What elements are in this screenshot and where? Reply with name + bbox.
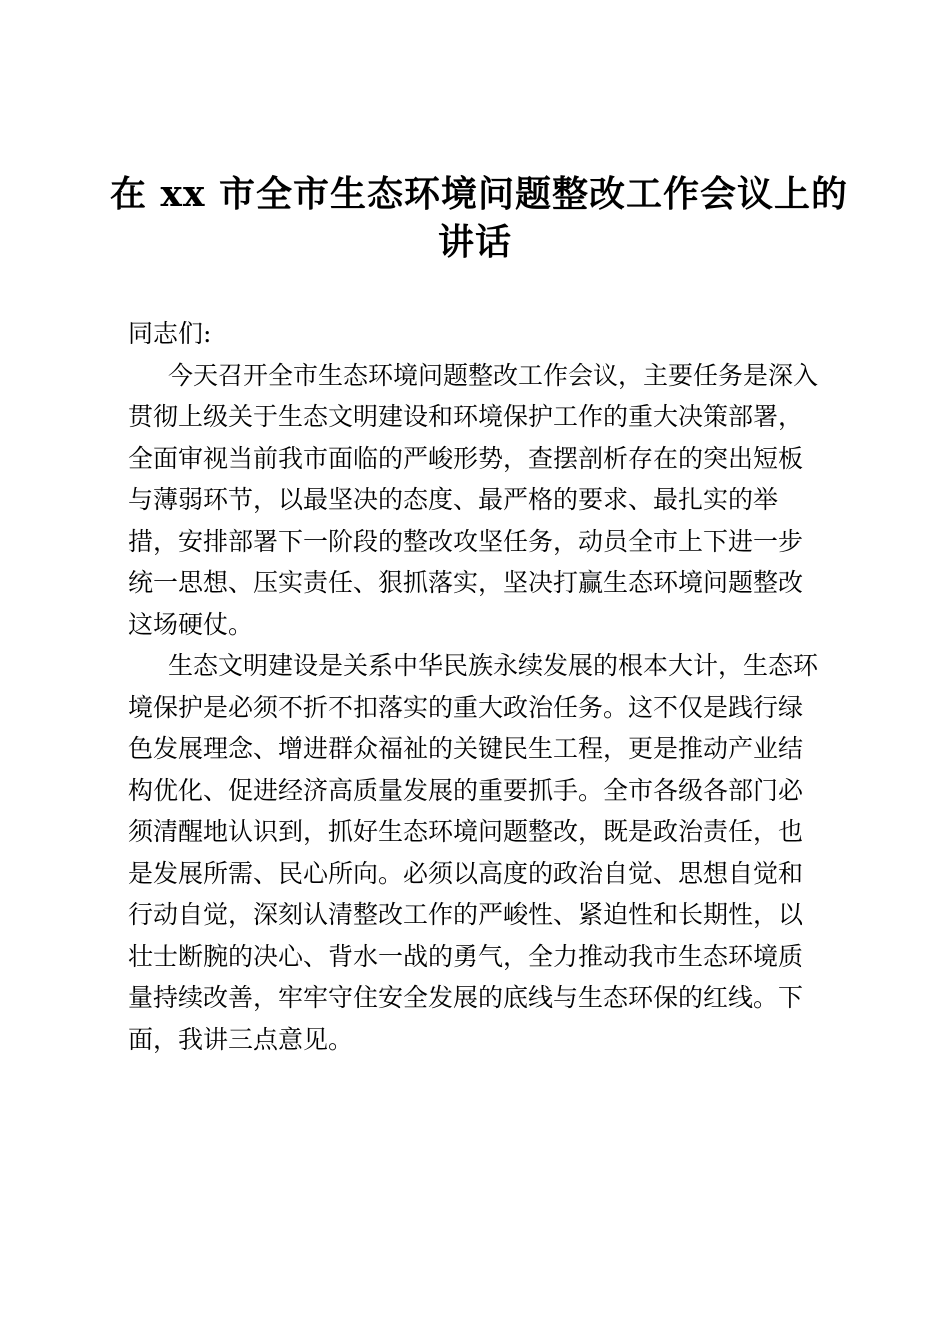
document-body [128, 313, 828, 1060]
paragraph-line: 面，我讲三点意见。 [128, 1024, 354, 1054]
title-line: 在 xx 市全市生态环境问题整改工作会议上的 [110, 173, 848, 215]
paragraph-line: 境保护是必须不折不扣落实的重大政治任务。这不仅是践行绿 [128, 692, 804, 722]
paragraph-line: 与薄弱环节，以最坚决的态度、最严格的要求、最扎实的举 [128, 485, 779, 514]
paragraph-line: 构优化、促进经济高质量发展的重要抓手。全市各级各部门必 [128, 775, 804, 805]
paragraph-line: 须清醒地认识到，抓好生态环境问题整改，既是政治责任，也 [128, 817, 804, 846]
paragraph-line: 是发展所需、民心所向。必须以高度的政治自觉、思想自觉和 [128, 858, 804, 888]
paragraph-line: 统一思想、压实责任、狠抓落实，坚决打赢生态环境问题整改 [128, 568, 804, 597]
paragraph-line: 这场硬仗。 [128, 609, 254, 639]
paragraph-line: 措，安排部署下一阶段的整改攻坚任务，动员全市上下进一步 [128, 526, 804, 556]
document-title [110, 170, 848, 266]
paragraph [128, 645, 828, 1060]
paragraph-line: 色发展理念、增进群众福祉的关键民生工程，更是推动产业结 [128, 734, 804, 763]
paragraph-line: 今天召开全市生态环境问题整改工作会议，主要任务是深入 [168, 360, 819, 390]
paragraph-line: 生态文明建设是关系中华民族永续发展的根本大计，生态环 [168, 651, 819, 680]
paragraph [128, 355, 828, 646]
paragraph-line: 壮士断腕的决心、背水一战的勇气，全力推动我市生态环境质 [128, 941, 804, 971]
paragraph-line: 量持续改善，牢牢守住安全发展的底线与生态环保的红线。下 [128, 983, 804, 1012]
title-line: 讲话 [437, 221, 512, 263]
salutation: 同志们: [128, 319, 212, 348]
paragraph-line: 贯彻上级关于生态文明建设和环境保护工作的重大决策部署， [128, 402, 804, 431]
paragraph-line: 全面审视当前我市面临的严峻形势，查摆剖析存在的突出短板 [128, 443, 804, 473]
paragraph-line: 行动自觉，深刻认清整改工作的严峻性、紧迫性和长期性，以 [128, 900, 804, 929]
